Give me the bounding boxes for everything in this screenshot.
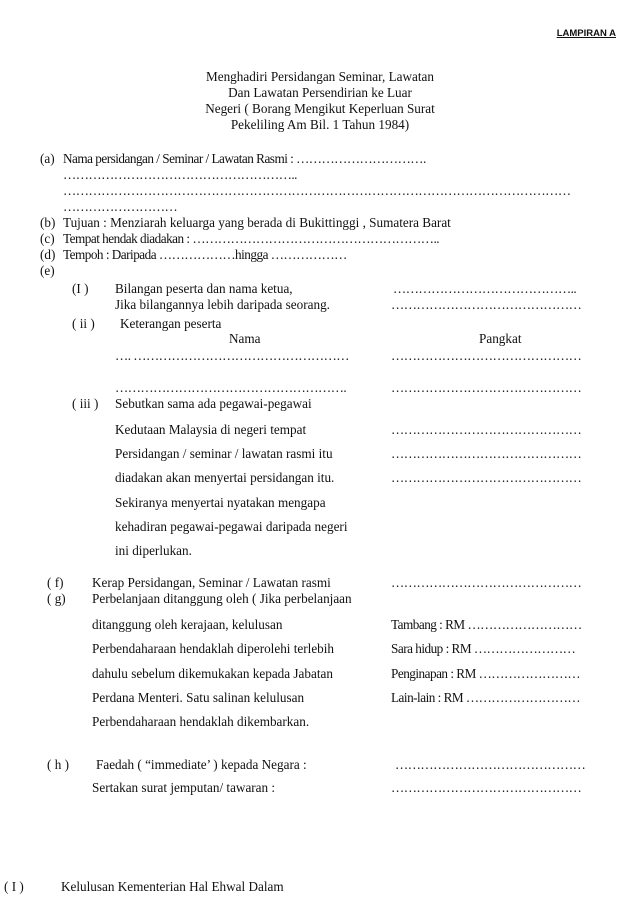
nama-row-2: ……………………………………………….: [115, 380, 347, 395]
section-e-iii-line-7: ini diperlukan.: [115, 543, 192, 558]
section-g-label: ( g): [47, 591, 66, 606]
cost-penginapan: Penginapan : RM ……………………: [391, 666, 581, 681]
section-f-text: Kerap Persidangan, Seminar / Lawatan rasmi: [92, 575, 331, 590]
title-line-2: Dan Lawatan Persendirian ke Luar: [228, 85, 412, 100]
title-line-1: Menghadiri Persidangan Seminar, Lawatan: [206, 69, 434, 84]
section-e-i-label: (I ): [72, 281, 89, 296]
section-e-iii-line-1: Sebutkan sama ada pegawai-pegawai: [115, 396, 312, 411]
section-e-i-dots-2: ………………………………………: [391, 297, 582, 312]
section-e-iii-line-2: Kedutaan Malaysia di negeri tempat: [115, 422, 307, 437]
section-b-text: Tujuan : Menziarah keluarga yang berada di Bukittinggi , Sumatera Barat: [63, 215, 451, 230]
section-c-text: Tempat hendak diadakan : …………………………………………………..: [63, 231, 440, 246]
section-h-line-2: Sertakan surat jemputan/ tawaran :: [92, 780, 276, 795]
section-e-iii-dots-1: ………………………………………: [391, 422, 582, 437]
column-pangkat: Pangkat: [479, 331, 522, 346]
section-g-line-6: Perbendaharaan hendaklah dikembarkan.: [92, 714, 310, 729]
section-e-i-line-1: Bilangan peserta dan nama ketua,: [115, 281, 293, 296]
section-e-iii-line-6: kehadiran pegawai-pegawai daripada negeri: [115, 519, 348, 534]
section-g-line-5: Perdana Menteri. Satu salinan kelulusan: [92, 690, 305, 705]
section-g-line-2: ditanggung oleh kerajaan, kelulusan: [92, 617, 283, 632]
section-d-label: (d): [40, 247, 56, 262]
section-a-text: Nama persidangan / Seminar / Lawatan Rasmi : ………………………….: [63, 151, 426, 166]
section-e-iii-line-4: diadakan akan menyertai persidangan itu.: [115, 470, 335, 485]
section-g-line-1: Perbelanjaan ditanggung oleh ( Jika perbelanjaan: [92, 591, 352, 606]
section-e-label: (e): [40, 263, 55, 278]
section-e-iii-line-5: Sekiranya menyertai nyatakan mengapa: [115, 495, 326, 510]
section-e-iii-line-3: Persidangan / seminar / lawatan rasmi itu: [115, 446, 333, 461]
section-g-line-4: dahulu sebelum dikemukakan kepada Jabatan: [92, 666, 333, 681]
section-f-dots: ………………………………………: [391, 575, 582, 590]
section-a-label: (a): [40, 151, 55, 166]
section-h-dots-2: ………………………………………: [391, 780, 582, 795]
cost-lain-lain: Lain-lain : RM ………………………: [391, 690, 581, 705]
title-line-3: Negeri ( Borang Mengikut Keperluan Surat: [205, 101, 435, 116]
cost-tambang: Tambang : RM ………………………: [391, 617, 582, 632]
section-d-text: Tempoh : Daripada ………………hingga ………………: [63, 247, 347, 262]
section-e-iii-dots-2: ………………………………………: [391, 446, 582, 461]
cost-sara-hidup: Sara hidup : RM ……………………: [391, 641, 576, 656]
section-a-dots-4: ………………………: [63, 199, 178, 214]
section-h-dots: ………………………………………: [395, 757, 586, 772]
section-e-iii-dots-3: ………………………………………: [391, 470, 582, 485]
section-e-ii-label: ( ii ): [72, 316, 95, 331]
section-e-ii-text: Keterangan peserta: [120, 316, 222, 331]
title-line-4: Pekeliling Am Bil. 1 Tahun 1984): [230, 117, 410, 132]
section-e-i-line-2: Jika bilangannya lebih daripada seorang.: [115, 297, 330, 312]
lampiran-label: LAMPIRAN A: [556, 28, 616, 39]
section-e-i-dots-1: ……………………………………..: [393, 281, 577, 296]
section-h-label: ( h ): [47, 757, 69, 772]
section-i-label: ( I ): [4, 879, 24, 894]
section-e-iii-label: ( iii ): [72, 396, 99, 411]
section-c-label: (c): [40, 231, 55, 246]
section-a-dots-2: ………………………………………………..: [63, 167, 297, 182]
section-b-label: (b): [40, 215, 56, 230]
section-a-dots-3: …………………………………………………………………………………………………………: [63, 183, 571, 198]
nama-row-1: …. ……………………………………………: [115, 348, 349, 363]
column-nama: Nama: [229, 331, 261, 346]
section-h-text: Faedah ( “immediate’ ) kepada Negara :: [96, 757, 307, 772]
pangkat-row-2: ………………………………………: [391, 380, 582, 395]
section-f-label: ( f): [47, 575, 64, 590]
pangkat-row-1: ………………………………………: [391, 348, 582, 363]
form-title: [170, 69, 470, 133]
section-i-text: Kelulusan Kementerian Hal Ehwal Dalam: [61, 879, 284, 894]
section-g-line-3: Perbendaharaan hendaklah diperolehi terlebih: [92, 641, 335, 656]
